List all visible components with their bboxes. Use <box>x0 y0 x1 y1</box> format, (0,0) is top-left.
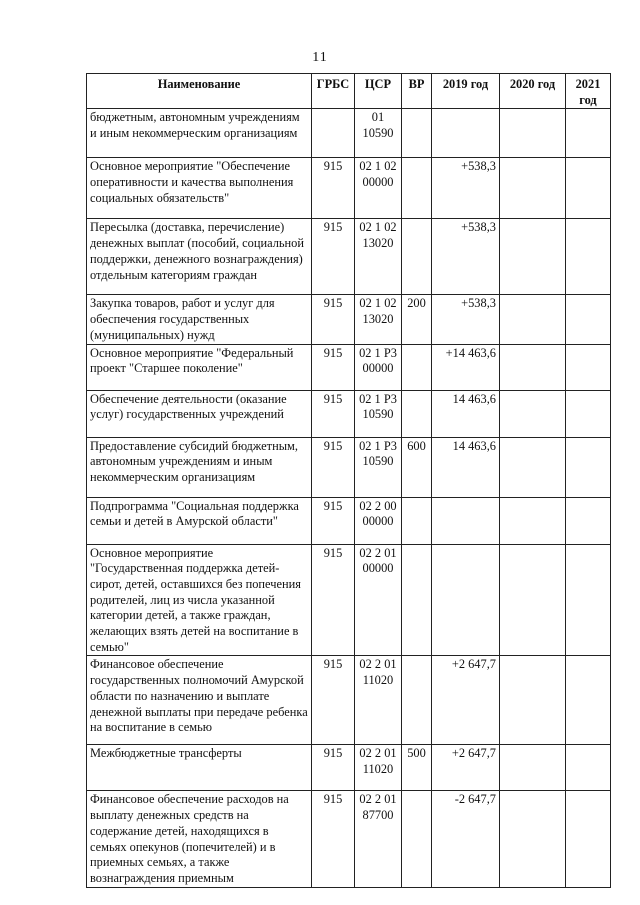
cell-name: Обеспечение деятельности (оказание услуг) государственных учреждений <box>87 390 312 437</box>
cell-csr: 02 1 02 00000 <box>355 158 402 219</box>
cell-grbs: 915 <box>312 656 355 745</box>
cell-2019: 14 463,6 <box>432 437 500 497</box>
cell-csr: 02 2 01 11020 <box>355 656 402 745</box>
cell-2020 <box>500 745 566 791</box>
cell-vr <box>402 109 432 158</box>
cell-vr <box>402 497 432 544</box>
cell-2020 <box>500 390 566 437</box>
cell-grbs: 915 <box>312 158 355 219</box>
cell-vr <box>402 390 432 437</box>
cell-2019 <box>432 497 500 544</box>
cell-grbs: 915 <box>312 219 355 295</box>
cell-2021 <box>566 390 611 437</box>
cell-2020 <box>500 344 566 390</box>
cell-grbs: 915 <box>312 344 355 390</box>
cell-csr: 02 1 P3 10590 <box>355 390 402 437</box>
cell-2019: -2 647,7 <box>432 791 500 887</box>
cell-vr <box>402 344 432 390</box>
cell-2019 <box>432 544 500 656</box>
cell-grbs: 915 <box>312 544 355 656</box>
table-row <box>87 390 611 437</box>
table-row <box>87 544 611 656</box>
cell-2020 <box>500 544 566 656</box>
cell-name: Основное мероприятие "Государственная поддержка детей-сирот, детей, оставшихся без попечения родителей, лиц из числа указанной категории детей, а также граждан, желающих взять детей на воспитание в семью" <box>87 544 312 656</box>
cell-2019: +2 647,7 <box>432 745 500 791</box>
cell-grbs: 915 <box>312 791 355 887</box>
cell-grbs: 915 <box>312 295 355 344</box>
cell-name: Основное мероприятие "Обеспечение оперативности и качества выполнения социальных обязательств" <box>87 158 312 219</box>
table-row <box>87 158 611 219</box>
table-row <box>87 437 611 497</box>
cell-csr: 01 10590 <box>355 109 402 158</box>
cell-vr: 200 <box>402 295 432 344</box>
table-header-row <box>87 74 611 109</box>
cell-vr: 500 <box>402 745 432 791</box>
table-row <box>87 497 611 544</box>
cell-csr: 02 1 P3 00000 <box>355 344 402 390</box>
cell-vr <box>402 791 432 887</box>
column-header-csr: ЦСР <box>355 74 402 109</box>
cell-name: Финансовое обеспечение государственных полномочий Амурской области по назначению и выплате денежной выплаты при передаче ребенка на воспитание в семью <box>87 656 312 745</box>
cell-2021 <box>566 158 611 219</box>
cell-2019: +538,3 <box>432 158 500 219</box>
column-header-2019: 2019 год <box>432 74 500 109</box>
cell-2019: +538,3 <box>432 219 500 295</box>
table-row <box>87 109 611 158</box>
cell-name: Основное мероприятие "Федеральный проект "Старшее поколение" <box>87 344 312 390</box>
cell-2020 <box>500 219 566 295</box>
cell-2020 <box>500 791 566 887</box>
cell-2020 <box>500 158 566 219</box>
cell-name: бюджетным, автономным учреждениям и иным некоммерческим организациям <box>87 109 312 158</box>
cell-2020 <box>500 295 566 344</box>
cell-csr: 02 1 02 13020 <box>355 219 402 295</box>
cell-csr: 02 2 00 00000 <box>355 497 402 544</box>
cell-vr <box>402 656 432 745</box>
cell-name: Пересылка (доставка, перечисление) денежных выплат (пособий, социальной поддержки, денежного вознаграждения) отдельным категориям граждан <box>87 219 312 295</box>
cell-2021 <box>566 544 611 656</box>
cell-2019: +2 647,7 <box>432 656 500 745</box>
table-row <box>87 656 611 745</box>
cell-name: Подпрограмма "Социальная поддержка семьи и детей в Амурской области" <box>87 497 312 544</box>
cell-2020 <box>500 437 566 497</box>
cell-2021 <box>566 219 611 295</box>
cell-2019: +538,3 <box>432 295 500 344</box>
cell-csr: 02 2 01 87700 <box>355 791 402 887</box>
cell-grbs: 915 <box>312 497 355 544</box>
column-header-2021: 2021 год <box>566 74 611 109</box>
cell-csr: 02 2 01 00000 <box>355 544 402 656</box>
column-header-vr: ВР <box>402 74 432 109</box>
cell-vr: 600 <box>402 437 432 497</box>
cell-2019: 14 463,6 <box>432 390 500 437</box>
cell-2021 <box>566 656 611 745</box>
cell-2021 <box>566 344 611 390</box>
cell-2019: +14 463,6 <box>432 344 500 390</box>
cell-2021 <box>566 791 611 887</box>
cell-csr: 02 1 02 13020 <box>355 295 402 344</box>
cell-2021 <box>566 437 611 497</box>
cell-2020 <box>500 656 566 745</box>
cell-name: Предоставление субсидий бюджетным, автономным учреждениям и иным некоммерческим организациям <box>87 437 312 497</box>
cell-grbs: 915 <box>312 437 355 497</box>
table-row <box>87 745 611 791</box>
table-row <box>87 791 611 887</box>
table-row <box>87 295 611 344</box>
table-row <box>87 344 611 390</box>
cell-name: Закупка товаров, работ и услуг для обеспечения государственных (муниципальных) нужд <box>87 295 312 344</box>
cell-vr <box>402 158 432 219</box>
cell-2020 <box>500 109 566 158</box>
cell-vr <box>402 219 432 295</box>
cell-grbs: 915 <box>312 745 355 791</box>
cell-2021 <box>566 497 611 544</box>
cell-csr: 02 2 01 11020 <box>355 745 402 791</box>
column-header-name: Наименование <box>87 74 312 109</box>
cell-grbs: 915 <box>312 390 355 437</box>
budget-table <box>86 73 611 888</box>
cell-2021 <box>566 109 611 158</box>
page-number: 11 <box>312 50 328 65</box>
cell-vr <box>402 544 432 656</box>
cell-2020 <box>500 497 566 544</box>
cell-name: Финансовое обеспечение расходов на выплату денежных средств на содержание детей, находящихся в семьях опекунов (попечителей) и в приемных семьях, а также вознаграждения приемным <box>87 791 312 887</box>
cell-name: Межбюджетные трансферты <box>87 745 312 791</box>
column-header-grbs: ГРБС <box>312 74 355 109</box>
cell-2021 <box>566 295 611 344</box>
column-header-2020: 2020 год <box>500 74 566 109</box>
cell-2021 <box>566 745 611 791</box>
cell-csr: 02 1 P3 10590 <box>355 437 402 497</box>
cell-2019 <box>432 109 500 158</box>
table-row <box>87 219 611 295</box>
cell-grbs <box>312 109 355 158</box>
